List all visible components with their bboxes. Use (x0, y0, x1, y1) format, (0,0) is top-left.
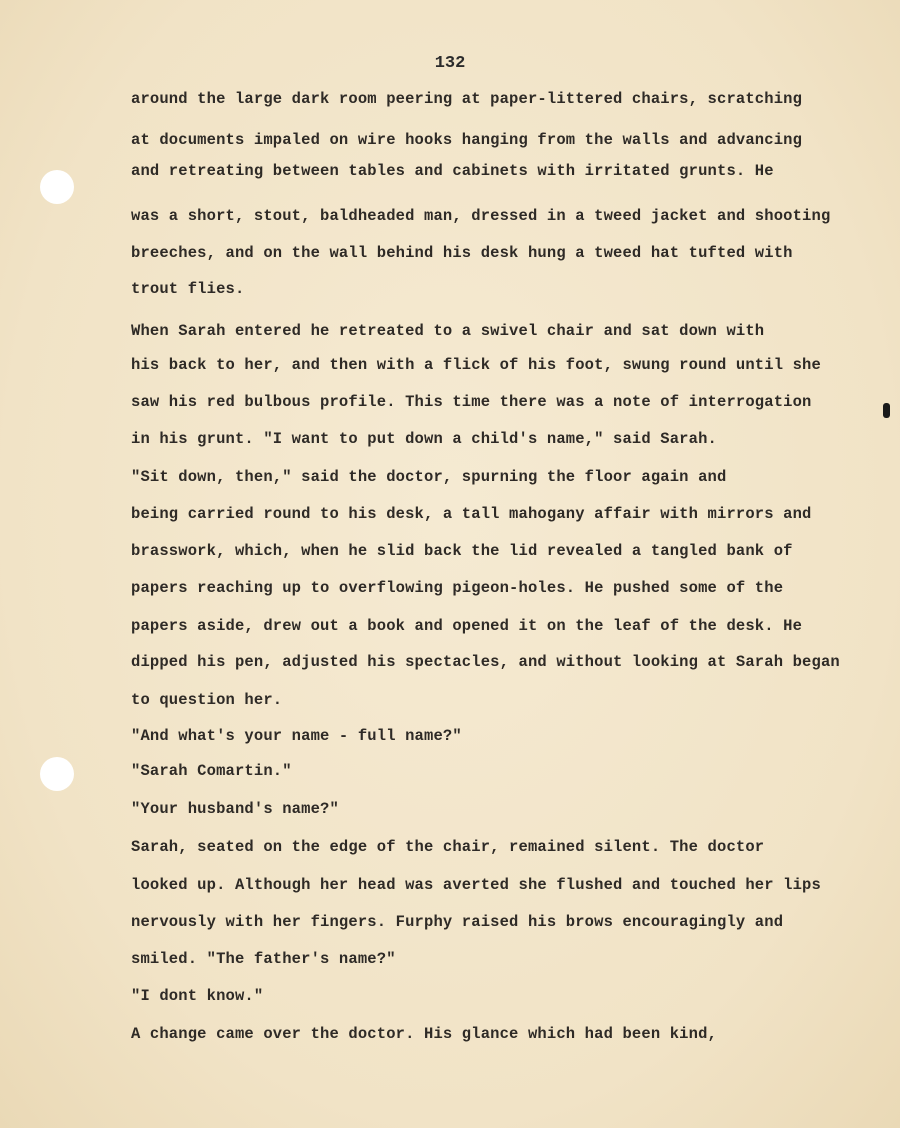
text-line: and retreating between tables and cabinets with irritated grunts. He (131, 162, 774, 180)
punch-hole (40, 757, 74, 791)
text-line: breeches, and on the wall behind his desk hung a tweed hat tufted with (131, 244, 793, 262)
text-line: When Sarah entered he retreated to a swivel chair and sat down with (131, 322, 765, 340)
text-line: "And what's your name - full name?" (131, 727, 462, 745)
text-line: trout flies. (131, 280, 245, 298)
text-line: papers aside, drew out a book and opened it on the leaf of the desk. He (131, 617, 803, 635)
text-line: at documents impaled on wire hooks hanging from the walls and advancing (131, 131, 803, 149)
text-line: A change came over the doctor. His glance which had been kind, (131, 1025, 717, 1043)
text-line: being carried round to his desk, a tall mahogany affair with mirrors and (131, 505, 812, 523)
text-line: looked up. Although her head was averted she flushed and touched her lips (131, 876, 821, 894)
margin-ink-mark (883, 403, 890, 418)
text-line: in his grunt. "I want to put down a child's name," said Sarah. (131, 430, 717, 448)
text-line: "Your husband's name?" (131, 800, 339, 818)
text-line: "I dont know." (131, 987, 264, 1005)
text-line: smiled. "The father's name?" (131, 950, 396, 968)
text-line: nervously with her fingers. Furphy raised his brows encouragingly and (131, 913, 784, 931)
text-line: was a short, stout, baldheaded man, dressed in a tweed jacket and shooting (131, 207, 831, 225)
text-line: brasswork, which, when he slid back the lid revealed a tangled bank of (131, 542, 793, 560)
page-number: 132 (434, 54, 466, 73)
text-line: around the large dark room peering at paper-littered chairs, scratching (131, 90, 803, 108)
punch-hole (40, 170, 74, 204)
text-line: Sarah, seated on the edge of the chair, remained silent. The doctor (131, 838, 765, 856)
text-line: papers reaching up to overflowing pigeon-holes. He pushed some of the (131, 579, 784, 597)
text-line: his back to her, and then with a flick of his foot, swung round until she (131, 356, 821, 374)
text-line: to question her. (131, 691, 283, 709)
text-line: dipped his pen, adjusted his spectacles, and without looking at Sarah began (131, 653, 840, 671)
text-line: "Sarah Comartin." (131, 762, 292, 780)
text-line: "Sit down, then," said the doctor, spurning the floor again and (131, 468, 727, 486)
text-line: saw his red bulbous profile. This time there was a note of interrogation (131, 393, 812, 411)
